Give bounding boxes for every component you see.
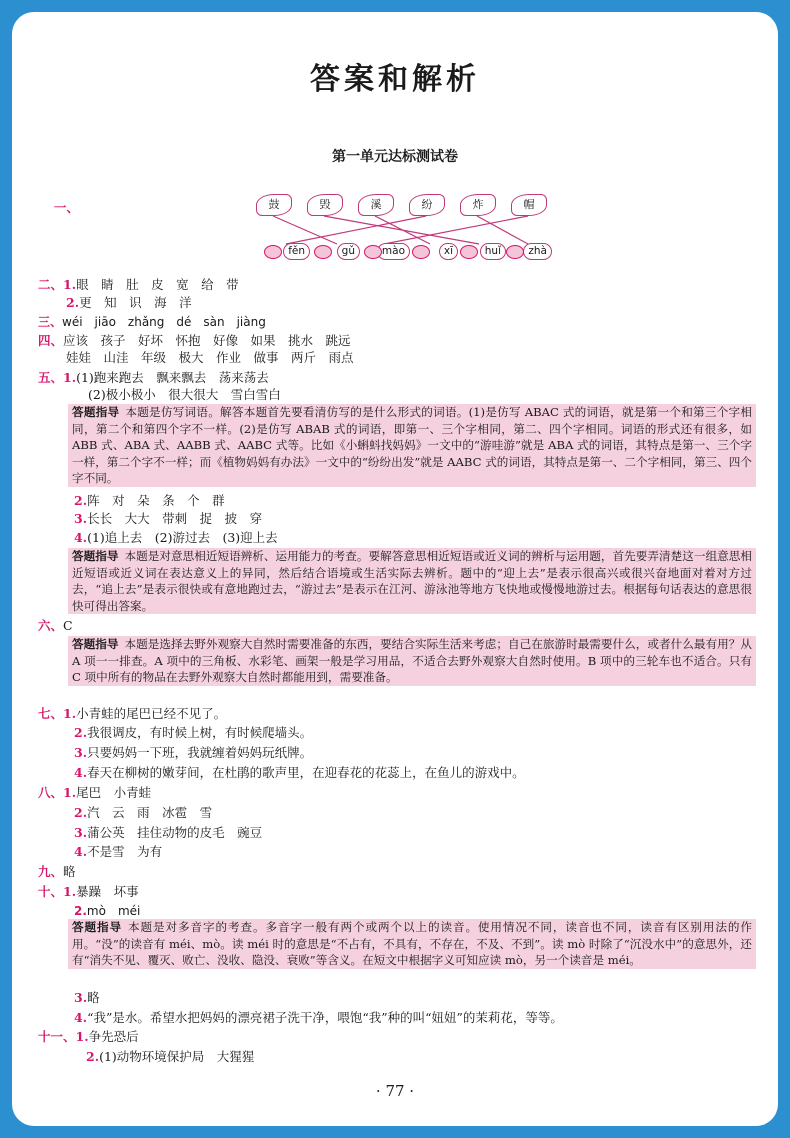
answer-guide: [68, 548, 756, 614]
section-number: 五、: [38, 370, 64, 385]
section-9: [38, 864, 76, 880]
guide-text: 本题是仿写词语。解答本题首先要看清仿写的是什么形式的词语。(1)是仿写 ABAC 式的词语，就是第一个和第三个字相同，第二个和第四个字不一样。(2)是仿写 ABAB 式的词语，即第一、三个字相同，第二、四个字相同。词语的形式还有很多，如 ABB 式、ABA 式、AABB 式、AABC 式等。比如《小蝌蚪找妈妈》一文中的“游哇游”就是 ABA 式的词语，其特点是第一、三个字一样，第二个字不一样；而《植物妈妈有办法》一文中的“纷纷出发”就是 AABC 式的词语，其特点是第一、二个字相同，第三、四个字不同。: [72, 405, 752, 485]
section-number: 三、: [38, 315, 63, 329]
section-7-item-4: [74, 765, 525, 781]
char-leaf: 鼓: [256, 194, 292, 216]
section-10-item-3: [74, 990, 100, 1006]
answer-text: (2)极小极小 很大很大 雪白雪白: [88, 387, 281, 402]
pinyin-bug: [412, 242, 458, 260]
answer-text: 汽 云 雨 冰雹 雪: [87, 805, 213, 820]
pinyin-bug: [264, 242, 310, 260]
char-leaf: 帽: [511, 194, 547, 216]
section-5-item-1b: [88, 387, 281, 403]
answer-text: (1)跑来跑去 飘来飘去 荡来荡去: [76, 370, 269, 385]
char-leaf: 纷: [409, 194, 445, 216]
pinyin-bug: [460, 242, 506, 260]
section-8-item-4: [74, 844, 162, 860]
item-number: 4.: [74, 530, 88, 545]
item-number: 1.: [75, 1029, 89, 1044]
item-number: 2.: [74, 493, 88, 508]
guide-text: 本题是选择去野外观察大自然时需要准备的东西，要结合实际生活来考虑；自己在旅游时最需要什么，或者什么最有用？从 A 项一一排查。A 项中的三角板、水彩笔、画架一般是学习用品，不适合去野外观察大自然时使用。B 项中的三轮车也不适合。只有 C 项中所有的物品在去野外观察大自然时都能用到，需要准备。: [72, 637, 752, 684]
answer-text: 应该 孩子 好坏 怀抱 好像 如果 挑水 跳远: [63, 333, 351, 348]
answer-text: “我”是水。希望水把妈妈的漂亮裙子洗干净，喂饱“我”种的叫“妞妞”的茉莉花，等等。: [87, 1010, 563, 1025]
section-5-item-2: [74, 493, 225, 509]
item-number: 2.: [74, 725, 88, 740]
bug-icon: [412, 245, 430, 259]
answer-text: 蒲公英 挂住动物的皮毛 豌豆: [87, 825, 263, 840]
answer-text: 春天在柳树的嫩芽间，在杜鹃的歌声里，在迎春花的花蕊上，在鱼儿的游戏中。: [87, 765, 525, 780]
guide-tag: 答题指导: [72, 549, 119, 563]
section-3: [38, 314, 266, 330]
char-leaf: 炸: [460, 194, 496, 216]
section-10-item-1: [38, 884, 139, 900]
section-5-item-4: [74, 530, 278, 546]
item-number: 1.: [63, 370, 77, 385]
item-number: 1.: [63, 706, 77, 721]
item-number: 3.: [74, 511, 88, 526]
guide-text: 本题是对多音字的考查。多音字一般有两个或两个以上的读音。使用情况不同，读音也不同，读音有区别用法的作用。“没”的读音有 méi、mò。读 méi 时的意思是“不占有，不具有，不存在，不及、不到”。读 mò 时除了“沉没水中”的意思外，还有“消失不见、覆灭、败亡、没收、隐没、衰败”等含义。在短文中根据字义可知应读 mò，另一个读音是 méi。: [72, 920, 752, 967]
answer-text: 阵 对 朵 条 个 群: [87, 493, 225, 508]
section-5-item-1: [38, 370, 269, 386]
item-number: 1.: [63, 884, 77, 899]
pinyin-label: mào: [377, 243, 410, 260]
answer-text: 更 知 识 海 洋: [79, 295, 192, 310]
item-number: 3.: [74, 825, 88, 840]
section-7-item-1: [38, 706, 226, 722]
answer-text: C: [63, 618, 73, 633]
pinyin-label: xī: [439, 243, 458, 260]
answer-text: wéi jiāo zhǎng dé sàn jiàng: [62, 315, 266, 329]
answer-guide: [68, 404, 756, 487]
page-number: · 77 ·: [375, 1082, 415, 1100]
guide-tag: 答题指导: [72, 920, 122, 934]
section-5-item-3: [74, 511, 262, 527]
section-number: 八、: [38, 785, 64, 800]
item-number: 3.: [74, 990, 88, 1005]
answer-text: (1)动物环境保护局 大猩猩: [99, 1049, 255, 1064]
pinyin-bug: [314, 242, 360, 260]
answer-text: 暴躁 坏事: [76, 884, 139, 899]
section-2-item-2: [66, 295, 192, 311]
section-2-item-1: [38, 277, 239, 293]
section-4-line-1: [38, 333, 351, 349]
answer-guide: [68, 919, 756, 969]
answer-text: 略: [63, 864, 76, 879]
guide-tag: 答题指导: [72, 637, 119, 651]
bug-icon: [506, 245, 524, 259]
section-8-item-3: [74, 825, 262, 841]
item-number: 2.: [86, 1049, 100, 1064]
char-leaf: 毁: [307, 194, 343, 216]
answer-text: 只要妈妈一下班，我就缠着妈妈玩纸牌。: [87, 745, 313, 760]
bug-icon: [364, 245, 382, 259]
section-number: 十、: [38, 884, 64, 899]
char-leaf: 溪: [358, 194, 394, 216]
section-number: 四、: [38, 333, 64, 348]
guide-text: 本题是对意思相近短语辨析、运用能力的考查。要解答意思相近短语或近义词的辨析与运用题，首先要弄清楚这一组意思相近短语或近义词在表达意义上的异同，然后结合语境或生活实际去辨析。题中的“迎上去”是表示很高兴或很兴奋地面对着对方过去，“追上去”是表示很快或有意地跑过去，“游过去”是表示在江河、游泳池等地方飞快地或慢慢地游过去。根据每句话表达的意思很快可得出答案。: [72, 549, 752, 613]
section-number: 二、: [38, 277, 64, 292]
matching-figure: [252, 190, 552, 270]
answer-text: 长长 大大 带刺 捉 披 穿: [87, 511, 263, 526]
answer-text: 尾巴 小青蛙: [76, 785, 152, 800]
section-8-item-1: [38, 785, 151, 801]
section-11-item-1: [38, 1029, 139, 1045]
page-title: 答案和解析: [310, 62, 480, 97]
section-6: [38, 618, 73, 634]
section-7-item-2: [74, 725, 312, 741]
section-number: 十一、: [38, 1029, 76, 1044]
pinyin-label: fěn: [283, 243, 310, 260]
pinyin-label: huǐ: [480, 243, 506, 260]
answer-text: 我很调皮，有时候上树，有时候爬墙头。: [87, 725, 313, 740]
answer-text: mò méi: [86, 904, 141, 918]
answer-text: 不是雪 为有: [87, 844, 163, 859]
item-number: 1.: [63, 785, 77, 800]
page-subtitle: 第一单元达标测试卷: [332, 149, 458, 165]
section-7-item-3: [74, 745, 312, 761]
section-11-item-2: [86, 1049, 254, 1065]
item-number: 3.: [74, 745, 88, 760]
answer-text: 眼 睛 肚 皮 宽 给 带: [76, 277, 239, 292]
section-10-item-4: [74, 1010, 563, 1026]
item-number: 2.: [74, 805, 88, 820]
section-number: 一、: [53, 200, 79, 215]
item-number: 1.: [63, 277, 77, 292]
item-number: 2.: [66, 295, 80, 310]
section-4-line-2: [66, 350, 354, 366]
bug-icon: [264, 245, 282, 259]
section-8-item-2: [74, 805, 212, 821]
pinyin-bug: [364, 242, 410, 260]
item-number: 4.: [74, 844, 88, 859]
guide-tag: 答题指导: [72, 405, 120, 419]
section-10-item-2: [74, 903, 140, 919]
pinyin-label: zhà: [523, 243, 552, 260]
section-number: 七、: [38, 706, 64, 721]
bug-icon: [460, 245, 478, 259]
answer-text: (1)追上去 (2)游过去 (3)迎上去: [87, 530, 278, 545]
bug-icon: [314, 245, 332, 259]
answer-guide: [68, 636, 756, 686]
section-number: 六、: [38, 618, 64, 633]
pinyin-bug: [506, 242, 552, 260]
item-number: 2.: [74, 904, 87, 918]
section-number: 九、: [38, 864, 64, 879]
document-page: [12, 12, 778, 1126]
answer-text: 小青蛙的尾巴已经不见了。: [76, 706, 227, 721]
item-number: 4.: [74, 1010, 88, 1025]
item-number: 4.: [74, 765, 88, 780]
answer-text: 略: [87, 990, 100, 1005]
pinyin-label: gǔ: [337, 243, 360, 260]
answer-text: 争先恐后: [88, 1029, 139, 1044]
section-1: [38, 184, 79, 232]
answer-text: 娃娃 山洼 年级 极大 作业 做事 两斤 雨点: [66, 350, 354, 365]
